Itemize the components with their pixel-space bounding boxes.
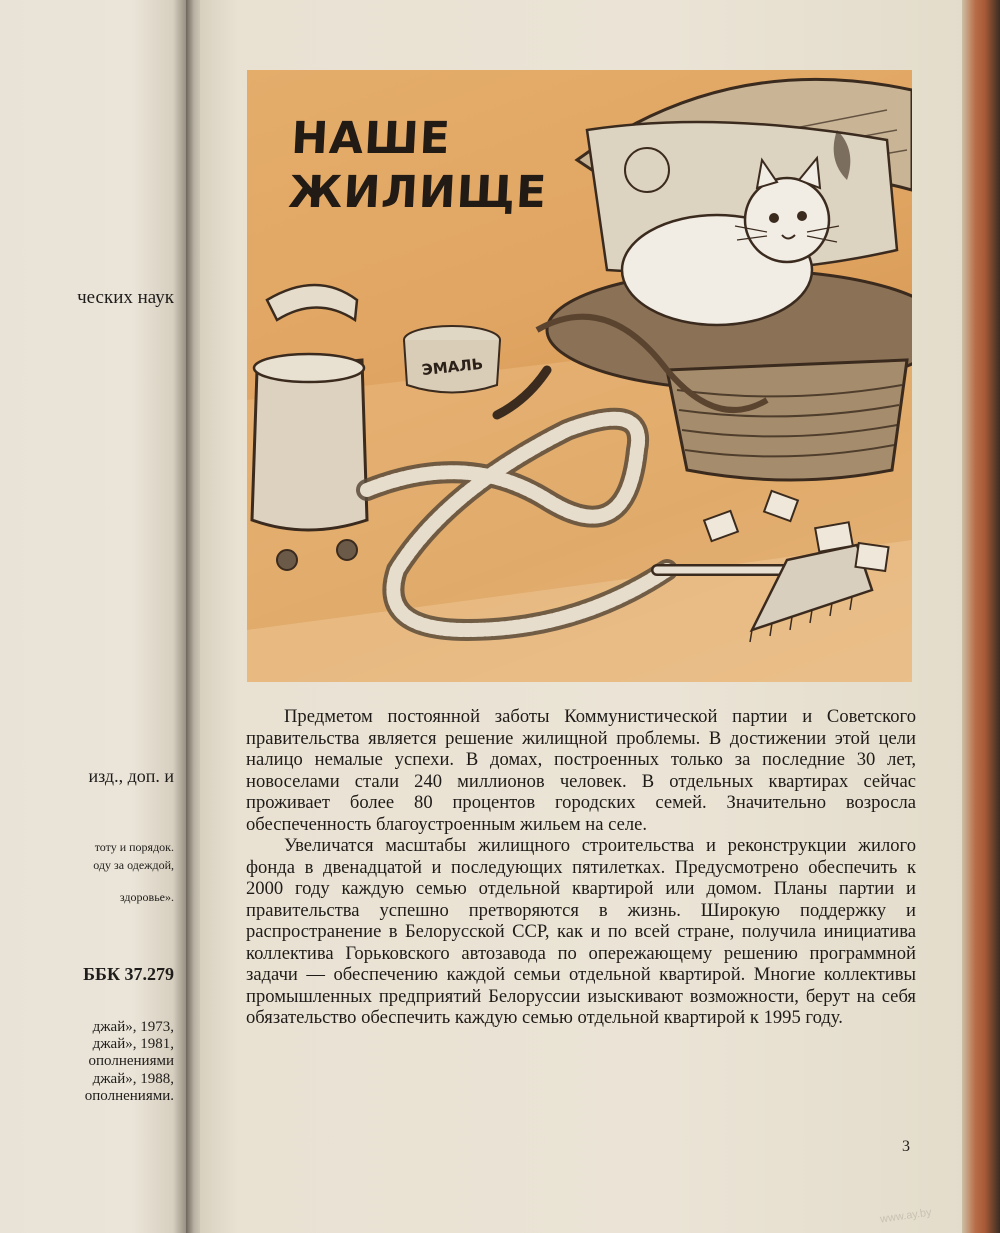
left-page-text-fragment: ческих наук: [77, 287, 174, 308]
chapter-title-line-1: НАШЕ: [290, 113, 453, 164]
enamel-can-drawing: [404, 326, 500, 393]
body-text: [246, 706, 916, 1029]
page-edge: [962, 0, 1000, 1233]
chapter-title: [287, 112, 551, 220]
left-page: [0, 0, 188, 1233]
can-label: ЭМАЛЬ: [420, 354, 484, 380]
left-page-text-fragment: здоровье».: [119, 890, 174, 904]
left-page-text-fragment: ББК 37.279: [83, 964, 174, 984]
left-page-text-fragment: оду за одеждой,: [93, 858, 174, 872]
left-page-text-fragment: джай», 1988,: [92, 1071, 174, 1087]
chapter-title-line-2: ЖИЛИЩЕ: [287, 167, 549, 218]
left-page-text-fragment: джай», 1981,: [92, 1036, 174, 1052]
paragraph: Предметом постоянной заботы Коммунистической партии и Советского правительства является решение жилищной проблемы. В достижении этой цели налицо немалые успехи. В домах, построенных только за последние 30 лет, новоселами стали 240 миллионов человек. В отдельных квартирах сейчас проживает более 80 процентов городских семей. Значительно возросла обеспеченность благоустроенным жильем на селе.: [246, 706, 916, 835]
page-number: 3: [902, 1138, 910, 1155]
watermark: www.ay.by: [879, 1206, 933, 1226]
left-page-text-fragment: ополнениями: [88, 1053, 174, 1069]
paragraph: Увеличатся масштабы жилищного строительства и реконструкции жилого фонда в двенадцатой и последующих пятилетках. Предусмотрено обеспечить к 2000 году каждую семью отдельной квартирой или домом. Планы партии и правительства успешно претворяются в жизнь. Широкую поддержку и распространение в Белорусской ССР, как и по всей стране, получила инициатива коллектива Горьковского автозавода по опережающему решению программной задачи — обеспечению каждой семьи отдельной квартирой. Многие коллективы промышленных предприятий Белоруссии изыскивают возможности, берут на себя обязательство обеспечить каждую семью отдельной квартирой к 1995 году.: [246, 835, 916, 1028]
left-page-text-fragment: джай», 1973,: [92, 1019, 174, 1035]
left-page-text-fragment: ополнениями.: [84, 1088, 174, 1104]
left-page-text-fragment: изд., доп. и: [88, 766, 174, 786]
left-page-text-fragment: тоту и порядок.: [94, 840, 174, 854]
